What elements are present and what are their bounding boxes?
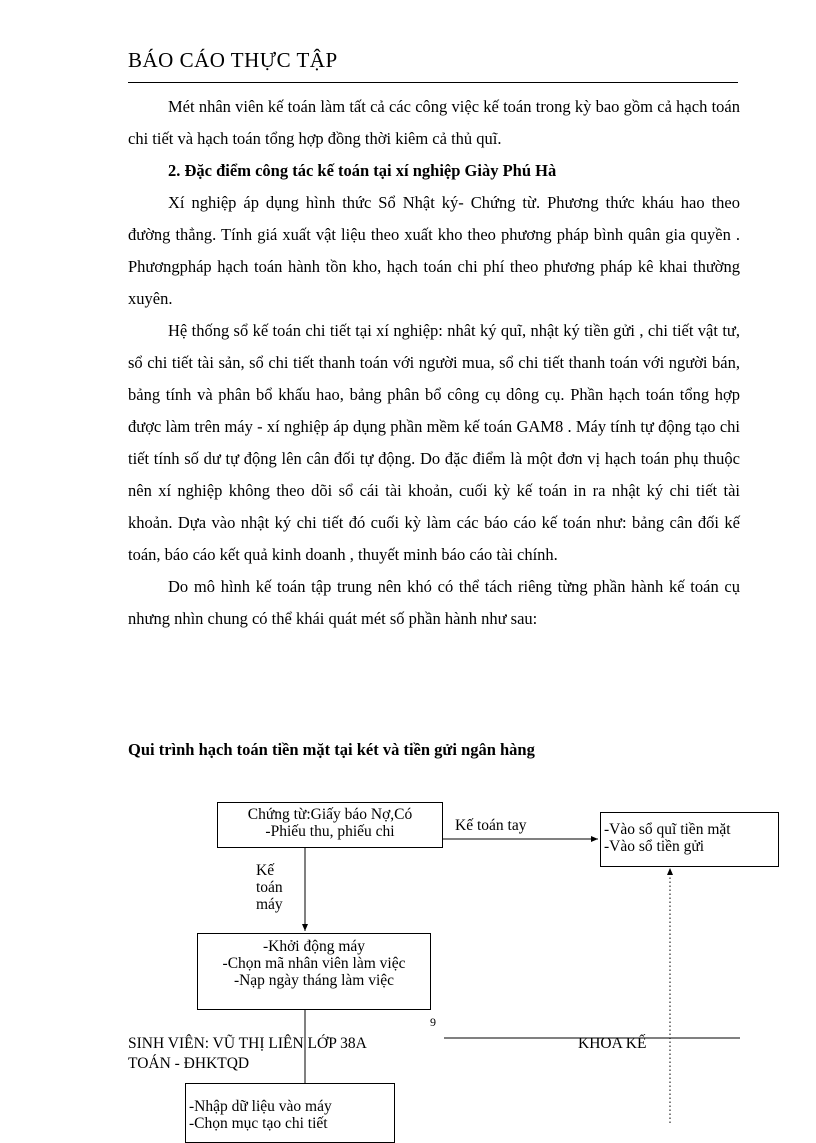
box-documents: Chứng từ:Giấy báo Nợ,Có -Phiếu thu, phiếu chi	[217, 802, 443, 848]
box-ledgers: -Vào sổ quĩ tiền mặt -Vào sổ tiền gửi	[600, 812, 779, 867]
footer-faculty: KHOA KẾ	[578, 1035, 647, 1052]
page-number: 9	[430, 1015, 436, 1029]
page-header-title: BÁO CÁO THỰC TẬP	[128, 48, 338, 72]
paragraph: Hệ thống sổ kế toán chi tiết tại xí nghiệp: nhât ký quĩ, nhật ký tiền gửi , chi tiết vật tư, sổ chi tiết tài sản, sổ chi tiết thanh toán với người mua, sổ chi tiết thanh toán với người bán, bảng tính và phân bổ khấu hao, bảng phân bổ công cụ dông cụ. Phần hạch toán tổng hợp được làm trên máy - xí nghiệp áp dụng phần mềm kế toán GAM8 . Máy tính tự động tạo chi tiết tính số dư tự động lên cân đối tự động. Do đặc điểm là một đơn vị hạch toán phụ thuộc nên xí nghiệp không theo dõi sổ cái tài khoản, cuối kỳ kế toán in ra nhật ký chi tiết tài khoản. Dựa vào nhật ký chi tiết đó cuối kỳ làm các báo cáo kế toán như: bảng cân đối kế toán, báo cáo kết quả kinh doanh , thuyết minh báo cáo tài chính.	[128, 321, 740, 564]
paragraph: Xí nghiệp áp dụng hình thức Sổ Nhật ký- Chứng từ. Phương thức kháu hao theo đường thẳng. Tính giá xuất vật liệu theo xuất kho theo phương pháp bình quân gia quyền . Phươngpháp hạch toán hành tồn kho, hạch toán chi phí theo phương pháp kê khai thường xuyên.	[128, 193, 740, 308]
paragraph: Do mô hình kế toán tập trung nên khó có thể tách riêng từng phần hành kế toán cụ nhưng nhìn chung có thể khái quát mét số phần hành như sau:	[128, 577, 740, 628]
label-computer-accounting: Kế toán máy	[256, 862, 283, 913]
footer-student: SINH VIÊN: VŨ THỊ LIÊN LỚP 38A TOÁN - ĐHKTQD	[128, 1035, 367, 1072]
box-data-input: -Nhập dữ liệu vào máy -Chọn mục tạo chi tiết	[185, 1083, 395, 1143]
paragraph: Mét nhân viên kế toán làm tất cả các công việc kế toán trong kỳ bao gồm cả hạch toán chi tiết và hạch toán tổng hợp đồng thời kiêm cả thủ quĩ.	[128, 97, 740, 148]
section-heading: 2. Đặc điểm công tác kế toán tại xí nghiệp Giày Phú Hà	[168, 161, 557, 180]
diagram-title: Qui trình hạch toán tiền mặt tại két và tiền gửi ngân hàng	[128, 740, 535, 759]
box-startup: -Khởi động máy -Chọn mã nhân viên làm việc -Nạp ngày tháng làm việc	[197, 933, 431, 1010]
label-manual-accounting: Kế toán tay	[455, 817, 527, 834]
